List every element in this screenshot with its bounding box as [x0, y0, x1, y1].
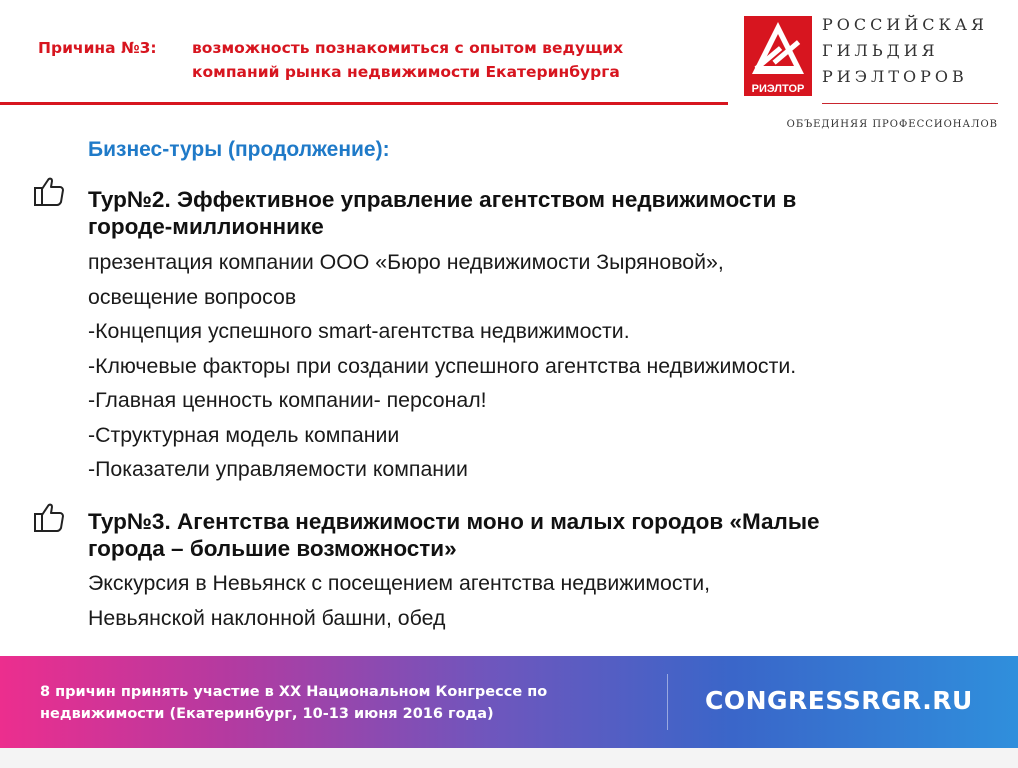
- logo-name-line: РИЭЛТОРОВ: [822, 67, 968, 86]
- logo-tagline: ОБЪЕДИНЯЯ ПРОФЕССИОНАЛОВ: [786, 119, 998, 130]
- tour-title-line: Тур№3. Агентства недвижимости моно и малых городов «Малые: [88, 509, 820, 534]
- footer-banner: [0, 656, 1018, 748]
- detail-line: освещение вопросов: [88, 284, 297, 309]
- reason-label: Причина №3:: [38, 39, 157, 57]
- reason-text-line: возможность познакомиться с опытом ведущих: [192, 39, 624, 57]
- detail-line: Невьянской наклонной башни, обед: [88, 605, 446, 630]
- detail-line: -Концепция успешного smart-агентства недвижимости.: [88, 319, 630, 343]
- tour-title-line: города – большие возможности»: [88, 536, 457, 561]
- tour-title-line: Тур№2. Эффективное управление агентством недвижимости в: [88, 187, 797, 212]
- logo-mark-text: РИЭЛТОР: [751, 83, 805, 95]
- tour-3-details: [88, 566, 710, 635]
- footer-site-link[interactable]: CONGRESSRGR.RU: [705, 686, 973, 715]
- bottom-strip: [0, 748, 1018, 768]
- tour-2-title: [88, 186, 988, 240]
- realtor-logo-icon: [744, 16, 812, 96]
- footer-text: [40, 681, 660, 725]
- footer-text-line: 8 причин принять участие в XX Национальном Конгрессе по: [40, 684, 548, 700]
- detail-line: -Структурная модель компании: [88, 422, 400, 447]
- header-divider: [0, 102, 728, 105]
- logo-divider: [822, 103, 998, 104]
- tour-2-details: [88, 245, 796, 487]
- logo-name-line: ГИЛЬДИЯ: [822, 41, 939, 60]
- logo-name: [822, 12, 1012, 90]
- detail-line: -Ключевые факторы при создании успешного агентства недвижимости.: [88, 353, 797, 378]
- slide-subtitle: Бизнес-туры (продолжение):: [88, 138, 390, 161]
- footer-divider: [667, 674, 668, 730]
- thumbs-up-icon: [32, 174, 66, 208]
- reason-text-line: компаний рынка недвижимости Екатеринбурга: [192, 63, 620, 81]
- footer-text-line: недвижимости (Екатеринбург, 10-13 июня 2016 года): [40, 706, 494, 722]
- guild-logo: [744, 12, 1006, 132]
- reason-text: [192, 36, 712, 84]
- detail-line: Экскурсия в Невьянск с посещением агентства недвижимости,: [88, 571, 711, 595]
- logo-name-line: РОССИЙСКАЯ: [822, 15, 988, 34]
- tour-title-line: городе-миллионнике: [88, 214, 324, 239]
- detail-line: презентация компании ООО «Бюро недвижимости Зыряновой»,: [88, 250, 724, 274]
- thumbs-up-icon: [32, 500, 66, 534]
- detail-line: -Главная ценность компании- персонал!: [88, 388, 487, 412]
- tour-3-title: [88, 508, 988, 562]
- detail-line: -Показатели управляемости компании: [88, 457, 468, 481]
